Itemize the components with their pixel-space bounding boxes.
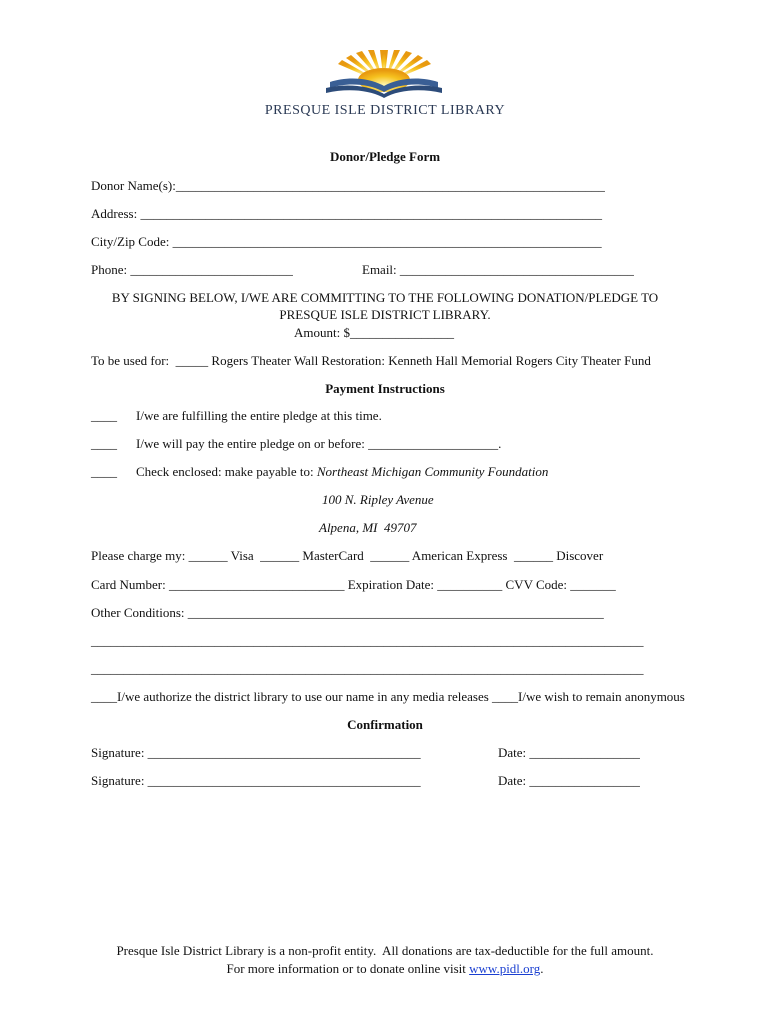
phone-field[interactable]: Phone: _________________________: [91, 262, 293, 277]
confirmation-heading: Confirmation: [347, 717, 423, 732]
signature-field-2[interactable]: Signature: __________________________________________: [91, 773, 421, 788]
check-label: Check enclosed: make payable to:: [136, 464, 317, 479]
option-check-text: [136, 464, 548, 480]
conditions-blank-line[interactable]: _____________________________________________________________________________________: [91, 633, 644, 648]
city-zip-field[interactable]: City/Zip Code: __________________________________________________________________: [91, 234, 602, 249]
donor-names-field[interactable]: Donor Name(s):__________________________________________________________________: [91, 178, 605, 193]
footer-more-info-text: For more information or to donate online visit: [226, 961, 470, 976]
commitment-line-2: PRESQUE ISLE DISTRICT LIBRARY.: [279, 307, 491, 322]
form-title: Donor/Pledge Form: [329, 149, 441, 164]
media-authorization-field[interactable]: ____I/we authorize the district library to use our name in any media releases ____I/we wish to remain anonymous: [91, 689, 685, 704]
footer-period: .: [540, 961, 544, 976]
amount-field[interactable]: Amount: $________________: [294, 325, 454, 340]
email-field[interactable]: Email: ____________________________________: [362, 262, 634, 277]
signature-field-1[interactable]: Signature: __________________________________________: [91, 745, 421, 760]
payee-street: 100 N. Ripley Avenue: [322, 492, 434, 507]
website-link[interactable]: www.pidl.org: [469, 961, 541, 976]
footer-nonprofit-note: Presque Isle District Library is a non-profit entity. All donations are tax-deductible for the full amount.: [116, 943, 654, 958]
to-be-used-field[interactable]: To be used for: _____ Rogers Theater Wall Restoration: Kenneth Hall Memorial Rogers City Theater Fund: [91, 353, 651, 368]
charge-card-type-field[interactable]: Please charge my: ______ Visa ______ MasterCard ______ American Express ______ Discover: [91, 548, 604, 563]
address-field[interactable]: Address: _______________________________________________________________________: [91, 206, 602, 221]
option-full-text: I/we are fulfilling the entire pledge at this time.: [136, 408, 382, 423]
date-field-1[interactable]: Date: _________________: [498, 745, 640, 760]
other-conditions-field[interactable]: Other Conditions: ________________________________________________________________: [91, 605, 604, 620]
option-check-blank[interactable]: ____: [91, 464, 117, 479]
conditions-blank-line[interactable]: _____________________________________________________________________________________: [91, 661, 644, 676]
payment-heading: Payment Instructions: [325, 381, 445, 396]
payee-name: Northeast Michigan Community Foundation: [316, 464, 549, 479]
card-details-field[interactable]: Card Number: ___________________________ Expiration Date: __________ CVV Code: _______: [91, 577, 616, 592]
option-by-date-text[interactable]: I/we will pay the entire pledge on or before: ____________________.: [136, 436, 502, 451]
library-logo: [326, 50, 444, 100]
option-full-blank[interactable]: ____: [91, 408, 117, 423]
footer-more-info: [0, 961, 770, 977]
date-field-2[interactable]: Date: _________________: [498, 773, 640, 788]
logo-org-name: PRESQUE ISLE DISTRICT LIBRARY: [264, 103, 506, 118]
payee-city: Alpena, MI 49707: [319, 520, 417, 535]
commitment-line-1: BY SIGNING BELOW, I/WE ARE COMMITTING TO THE FOLLOWING DONATION/PLEDGE TO: [111, 290, 659, 305]
option-by-date-blank[interactable]: ____: [91, 436, 117, 451]
